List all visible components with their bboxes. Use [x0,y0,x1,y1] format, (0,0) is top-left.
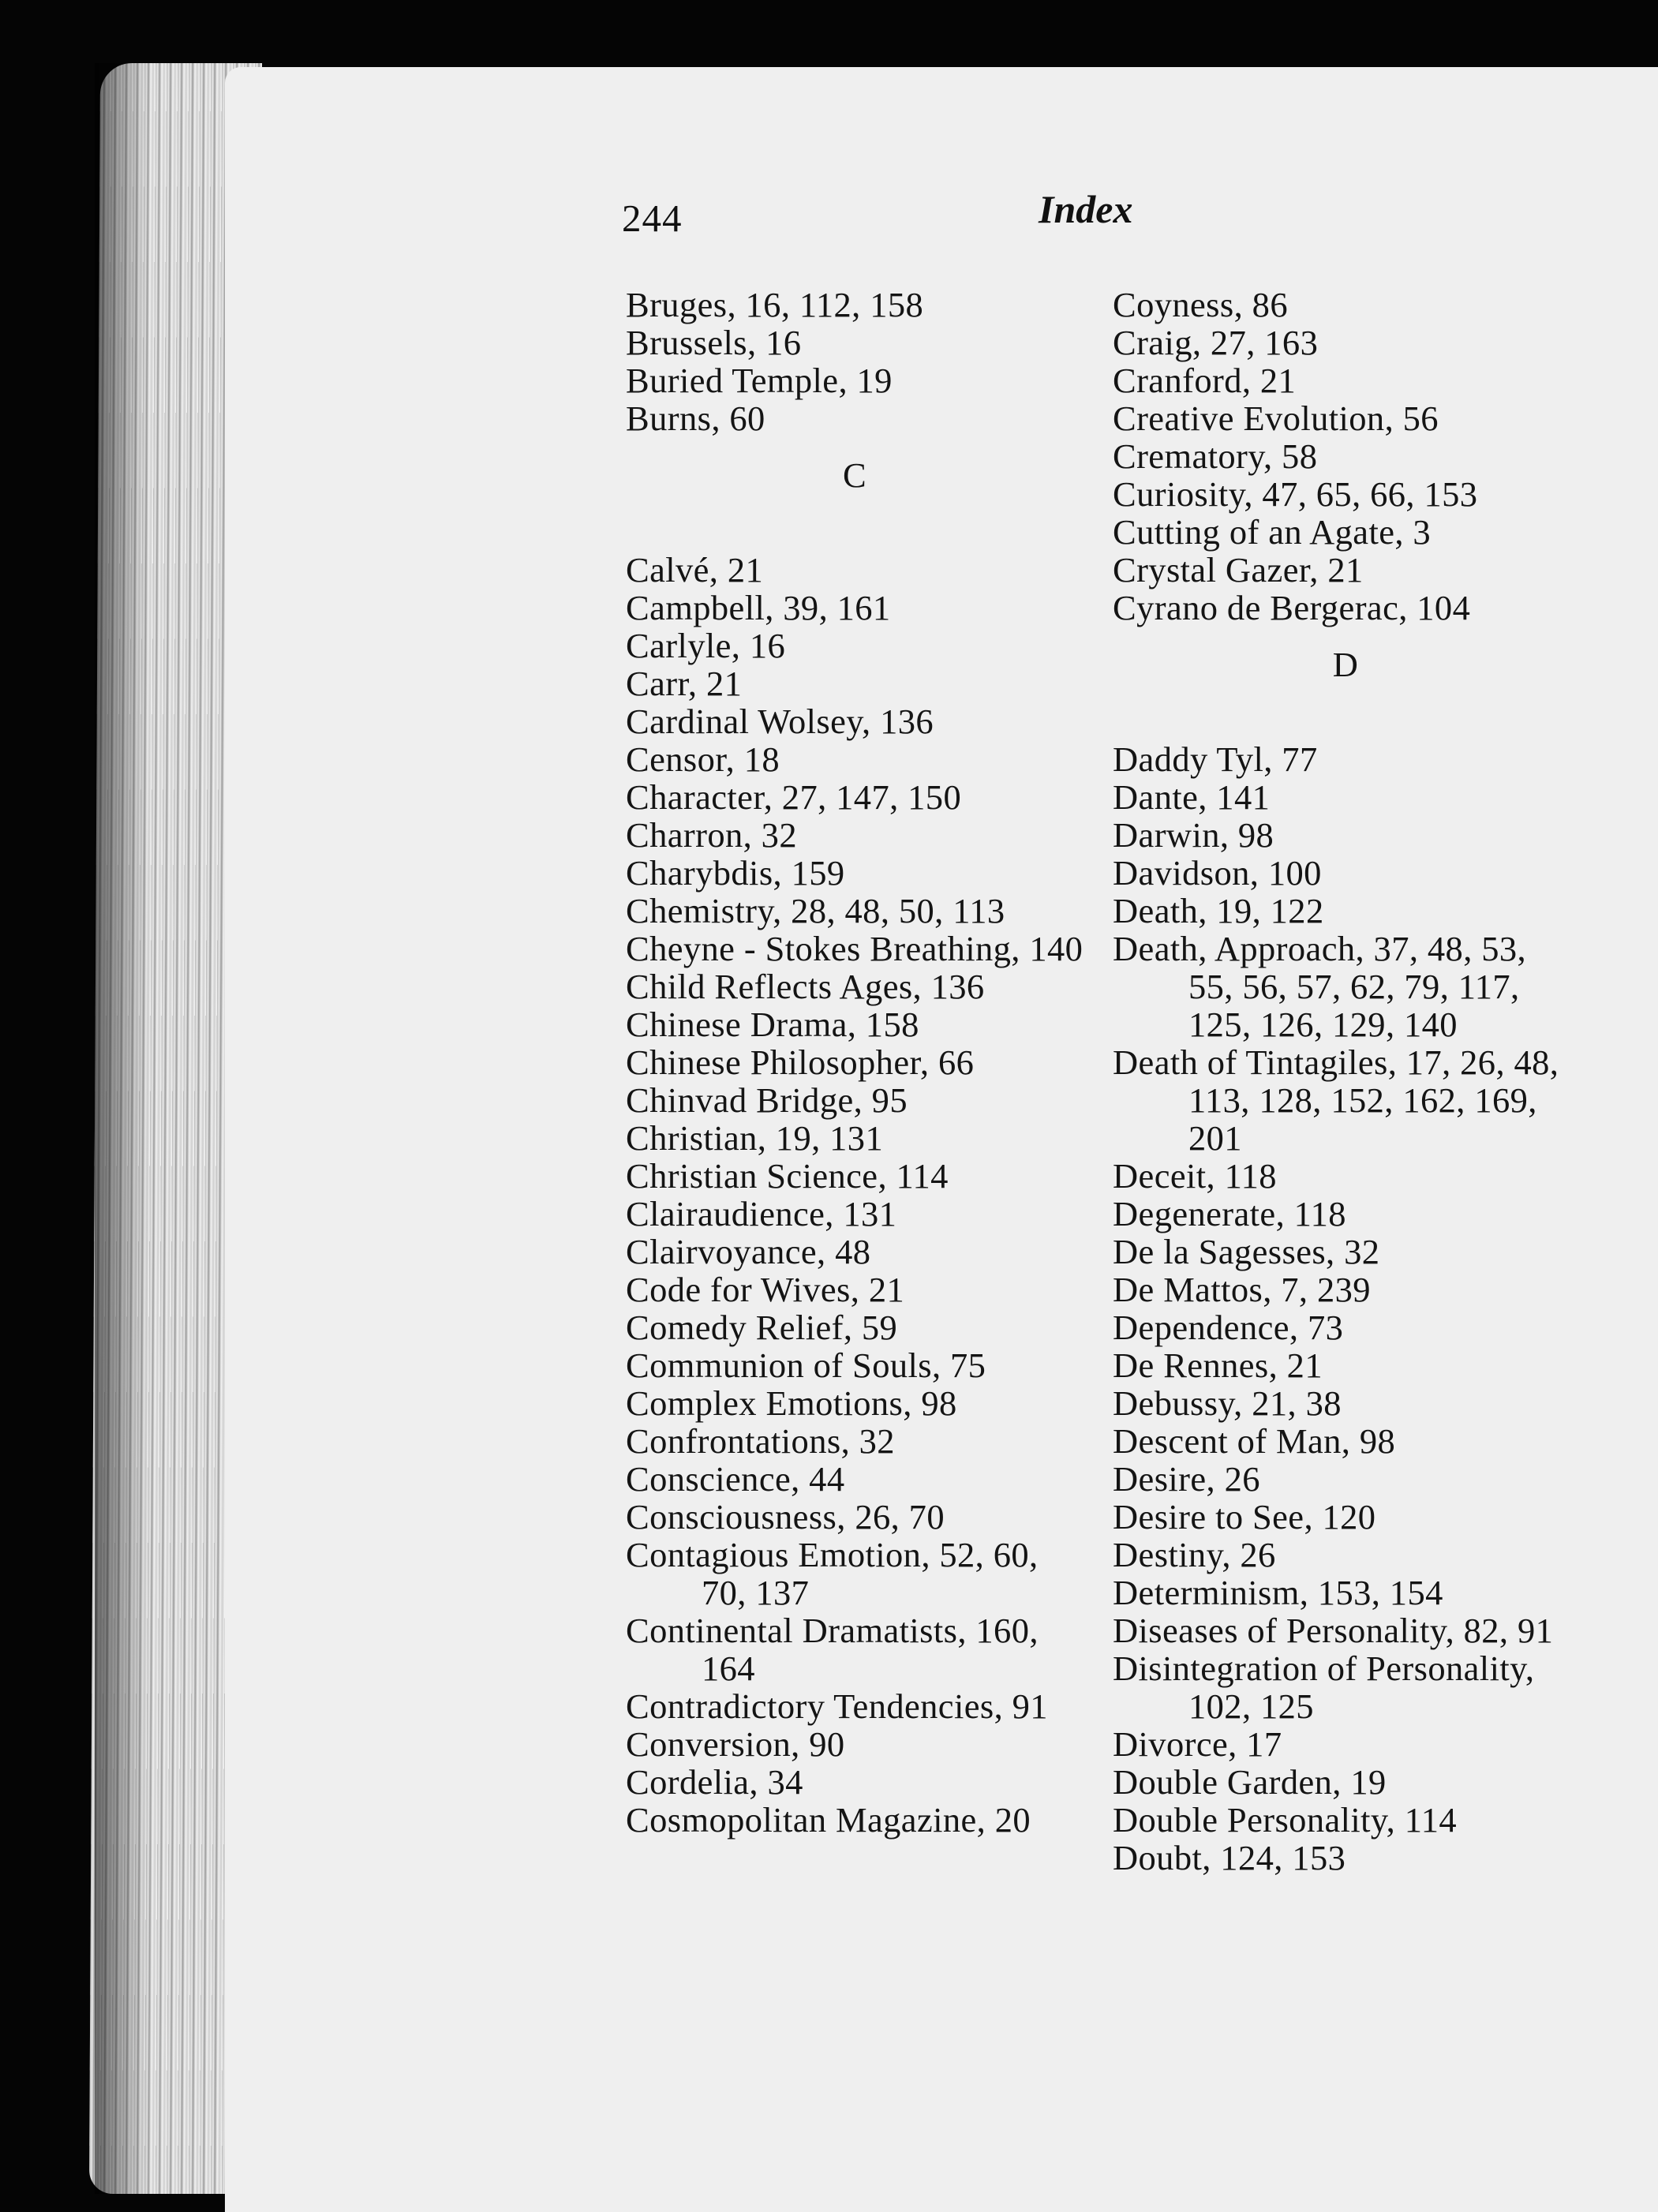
index-entry: Contradictory Tendencies, 91 [626,1686,1048,1726]
index-entry: Cutting of an Agate, 3 [1113,512,1432,552]
index-entry: Calvé, 21 [626,550,764,589]
index-entry: Burns, 60 [626,399,765,438]
index-entry: Conscience, 44 [626,1459,845,1499]
index-entry: Christian, 19, 131 [626,1118,884,1158]
index-entry: Davidson, 100 [1113,853,1322,893]
index-entry: Diseases of Personality, 82, 91 [1113,1611,1554,1650]
index-entry: De la Sagesses, 32 [1113,1232,1380,1271]
index-entry: Chinese Philosopher, 66 [626,1042,975,1082]
section-letter: D [1332,645,1359,684]
index-entry: Death, Approach, 37, 48, 53, 55, 56, 57, 62, 79, 117, 125, 126, 129, 140 [1113,929,1527,1044]
index-entry: Death of Tintagiles, 17, 26, 48, 113, 128, 152, 162, 169, 201 [1113,1042,1559,1158]
index-entry: Curiosity, 47, 65, 66, 153 [1113,474,1478,514]
index-entry: Death, 19, 122 [1113,891,1324,930]
index-entry: Deceit, 118 [1113,1156,1277,1196]
index-entry: Clairvoyance, 48 [626,1232,871,1271]
index-entry: Chinvad Bridge, 95 [626,1080,908,1120]
index-entry: Conversion, 90 [626,1724,845,1764]
index-entry: Bruges, 16, 112, 158 [626,285,924,324]
index-entry: Charron, 32 [626,815,797,855]
index-entry: Carr, 21 [626,664,743,703]
index-entry: Brussels, 16 [626,323,802,362]
index-entry: Chinese Drama, 158 [626,1005,919,1044]
index-entry: Degenerate, 118 [1113,1194,1346,1233]
index-entry: Chemistry, 28, 48, 50, 113 [626,891,1005,930]
index-entry: Child Reflects Ages, 136 [626,967,985,1006]
index-entry: Complex Emotions, 98 [626,1383,957,1423]
index-entry: Censor, 18 [626,739,780,779]
index-entry: Doubt, 124, 153 [1113,1838,1346,1877]
index-entry: Continental Dramatists, 160, 164 [626,1611,1039,1688]
running-head: Index [1039,187,1133,231]
index-entry: Desire, 26 [1113,1459,1260,1499]
index-entry: Communion of Souls, 75 [626,1346,986,1385]
index-entry: Desire to See, 120 [1113,1497,1376,1536]
index-entry: Cheyne - Stokes Breathing, 140 [626,929,1084,968]
index-entry: Code for Wives, 21 [626,1270,905,1309]
index-entry: Dante, 141 [1113,777,1271,817]
index-entry: Creative Evolution, 56 [1113,399,1439,438]
index-entry: Carlyle, 16 [626,626,786,665]
index-entry: Divorce, 17 [1113,1724,1282,1764]
index-entry: Campbell, 39, 161 [626,588,891,627]
index-entry: De Mattos, 7, 239 [1113,1270,1371,1309]
index-entry: Crystal Gazer, 21 [1113,550,1364,589]
index-column-right [1113,286,1578,1877]
index-entry: Double Personality, 114 [1113,1800,1458,1840]
index-entry: De Rennes, 21 [1113,1346,1323,1385]
index-column-left [626,286,1084,1839]
index-entry: Consciousness, 26, 70 [626,1497,945,1536]
index-entry: Dependence, 73 [1113,1308,1344,1347]
index-entry: Descent of Man, 98 [1113,1421,1396,1461]
index-entry: Buried Temple, 19 [626,361,893,400]
index-entry: Cosmopolitan Magazine, 20 [626,1800,1031,1840]
index-entry: Confrontations, 32 [626,1421,895,1461]
index-entry: Destiny, 26 [1113,1535,1276,1574]
index-entry: Determinism, 153, 154 [1113,1573,1443,1612]
index-entry: Crematory, 58 [1113,436,1318,476]
index-entry: Christian Science, 114 [626,1156,949,1196]
section-letter: C [842,455,867,495]
index-entry: Double Garden, 19 [1113,1762,1387,1802]
index-entry: Daddy Tyl, 77 [1113,739,1318,779]
index-entry: Cordelia, 34 [626,1762,803,1802]
book-edge-shadow [95,63,150,2194]
index-entry: Disintegration of Personality, 102, 125 [1113,1649,1535,1726]
index-entry: Debussy, 21, 38 [1113,1383,1342,1423]
index-entry: Comedy Relief, 59 [626,1308,898,1347]
index-entry: Contagious Emotion, 52, 60, 70, 137 [626,1535,1039,1612]
index-entry: Clairaudience, 131 [626,1194,897,1233]
index-entry: Darwin, 98 [1113,815,1274,855]
page-number: 244 [622,196,683,240]
index-entry: Cranford, 21 [1113,361,1297,400]
index-entry: Coyness, 86 [1113,285,1288,324]
index-entry: Character, 27, 147, 150 [626,777,962,817]
index-entry: Charybdis, 159 [626,853,845,893]
index-entry: Cyrano de Bergerac, 104 [1113,588,1471,627]
index-entry: Cardinal Wolsey, 136 [626,702,934,741]
index-entry: Craig, 27, 163 [1113,323,1319,362]
